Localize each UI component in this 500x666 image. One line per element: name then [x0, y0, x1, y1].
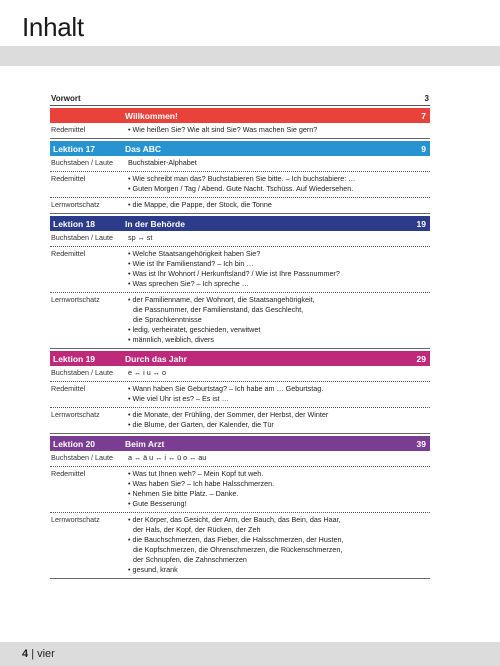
lesson-page: 29 — [416, 353, 426, 364]
row-line: • Was ist Ihr Wohnort / Herkunftsland? / Wie ist Ihre Passnummer? — [128, 269, 430, 279]
lesson-page: 7 — [421, 110, 426, 121]
content-row — [50, 467, 430, 513]
content-row — [50, 408, 430, 434]
content-row — [50, 293, 430, 349]
table-of-contents — [50, 92, 430, 579]
row-label: Buchstaben / Laute — [51, 453, 113, 462]
row-line: die Passnummer, der Familienstand, das Geschlecht, — [133, 305, 304, 314]
row-line: • die Bauchschmerzen, das Fieber, die Halsschmerzen, der Husten, — [128, 535, 430, 545]
row-body — [128, 249, 430, 289]
vorwort-label: Vorwort — [51, 94, 81, 103]
row-body — [128, 469, 430, 509]
lesson-number: Lektion 17 — [53, 143, 96, 154]
row-label: Lernwortschatz — [51, 295, 100, 304]
row-line: • Was tut Ihnen weh? – Mein Kopf tut weh. — [128, 469, 430, 479]
row-body — [128, 174, 430, 194]
vorwort-page: 3 — [424, 94, 429, 103]
row-line: • Guten Morgen / Tag / Abend. Gute Nacht. Tschüss. Auf Wiedersehen. — [128, 184, 430, 194]
row-label: Buchstaben / Laute — [51, 368, 113, 377]
lesson-number: Lektion 19 — [53, 353, 96, 364]
row-line: der Hals, der Kopf, der Rücken, der Zeh — [133, 525, 261, 534]
lesson-number: Lektion 20 — [53, 438, 96, 449]
content-row — [50, 513, 430, 579]
row-line: • gesund, krank — [128, 565, 430, 575]
lesson-page: 9 — [421, 143, 426, 154]
footer-separator: | — [31, 648, 35, 660]
row-label: Redemittel — [51, 469, 86, 478]
lesson-sections — [50, 108, 430, 579]
header-band — [0, 46, 500, 66]
row-line: • Nehmen Sie bitte Platz. – Danke. — [128, 489, 430, 499]
page-word: vier — [37, 648, 55, 660]
row-body — [128, 233, 430, 243]
row-label: Lernwortschatz — [51, 200, 100, 209]
content-row — [50, 247, 430, 293]
content-row — [50, 198, 430, 214]
page-title: Inhalt — [22, 12, 84, 42]
lesson-title: Das ABC — [125, 143, 162, 154]
lesson-title: Durch das Jahr — [125, 353, 187, 364]
row-body — [128, 515, 430, 575]
row-body — [128, 158, 430, 168]
row-line: • die Monate, der Frühling, der Sommer, der Herbst, der Winter — [128, 410, 430, 420]
row-label: Lernwortschatz — [51, 410, 100, 419]
footer-band — [0, 642, 500, 666]
lesson-title: In der Behörde — [125, 218, 185, 229]
row-label: Redemittel — [51, 384, 86, 393]
page-number: 4 — [22, 648, 29, 660]
row-label: Lernwortschatz — [51, 515, 100, 524]
row-body — [128, 410, 430, 430]
row-line: • Wie ist Ihr Familienstand? – Ich bin … — [128, 259, 430, 269]
row-label: Redemittel — [51, 125, 86, 134]
row-line: • Gute Besserung! — [128, 499, 430, 509]
content-row — [50, 382, 430, 408]
content-row — [50, 156, 430, 172]
row-line: Buchstabier-Alphabet — [128, 158, 197, 167]
row-label: Redemittel — [51, 174, 86, 183]
row-body — [128, 384, 430, 404]
row-line: • der Körper, das Gesicht, der Arm, der Bauch, das Bein, das Haar, — [128, 515, 430, 525]
row-line: sp ↔ st — [128, 233, 153, 242]
row-line: • Wie heißen Sie? Wie alt sind Sie? Was machen Sie gern? — [128, 125, 430, 135]
row-body — [128, 200, 430, 210]
lesson-header[interactable] — [50, 436, 430, 451]
row-label: Redemittel — [51, 249, 86, 258]
row-label: Buchstaben / Laute — [51, 158, 113, 167]
row-line: • Wie viel Uhr ist es? – Es ist … — [128, 394, 430, 404]
row-line: • der Familienname, der Wohnort, die Staatsangehörigkeit, — [128, 295, 430, 305]
row-body — [128, 368, 430, 378]
row-line: • Was haben Sie? – Ich habe Halsschmerzen. — [128, 479, 430, 489]
row-line: • Wann haben Sie Geburtstag? – Ich habe am … Geburtstag. — [128, 384, 430, 394]
lesson-page: 39 — [416, 438, 426, 449]
page-footer — [22, 648, 55, 660]
row-line: • die Mappe, die Pappe, der Stock, die Tonne — [128, 200, 430, 210]
row-label: Buchstaben / Laute — [51, 233, 113, 242]
row-body — [128, 295, 430, 345]
row-line: e ↔ i u ↔ o — [128, 368, 166, 377]
lesson-header[interactable] — [50, 216, 430, 231]
lesson-title: Beim Arzt — [125, 438, 165, 449]
row-line: • Wie schreibt man das? Buchstabieren Sie bitte. – Ich buchstabiere: … — [128, 174, 430, 184]
row-line: a ↔ ä u ↔ i ↔ ü o ↔ au — [128, 453, 207, 462]
row-body — [128, 125, 430, 135]
content-row — [50, 172, 430, 198]
content-row — [50, 451, 430, 467]
row-line: die Kopfschmerzen, die Ohrenschmerzen, die Rückenschmerzen, — [133, 545, 343, 554]
vorwort-row[interactable] — [50, 92, 430, 106]
lesson-number: Lektion 18 — [53, 218, 96, 229]
row-line: • ledig, verheiratet, geschieden, verwitwet — [128, 325, 430, 335]
lesson-header[interactable] — [50, 108, 430, 123]
row-line: • Welche Staatsangehörigkeit haben Sie? — [128, 249, 430, 259]
lesson-header[interactable] — [50, 351, 430, 366]
lesson-title: Willkommen! — [125, 110, 178, 121]
row-line: • die Blume, der Garten, der Kalender, die Tür — [128, 420, 430, 430]
content-row — [50, 366, 430, 382]
row-body — [128, 453, 430, 463]
row-line: • Was sprechen Sie? – Ich spreche … — [128, 279, 430, 289]
row-line: der Schnupfen, die Zahnschmerzen — [133, 555, 247, 564]
lesson-header[interactable] — [50, 141, 430, 156]
content-row — [50, 231, 430, 247]
lesson-page: 19 — [416, 218, 426, 229]
row-line: • männlich, weiblich, divers — [128, 335, 430, 345]
row-line: die Sprachkenntnisse — [133, 315, 202, 324]
content-row — [50, 123, 430, 139]
